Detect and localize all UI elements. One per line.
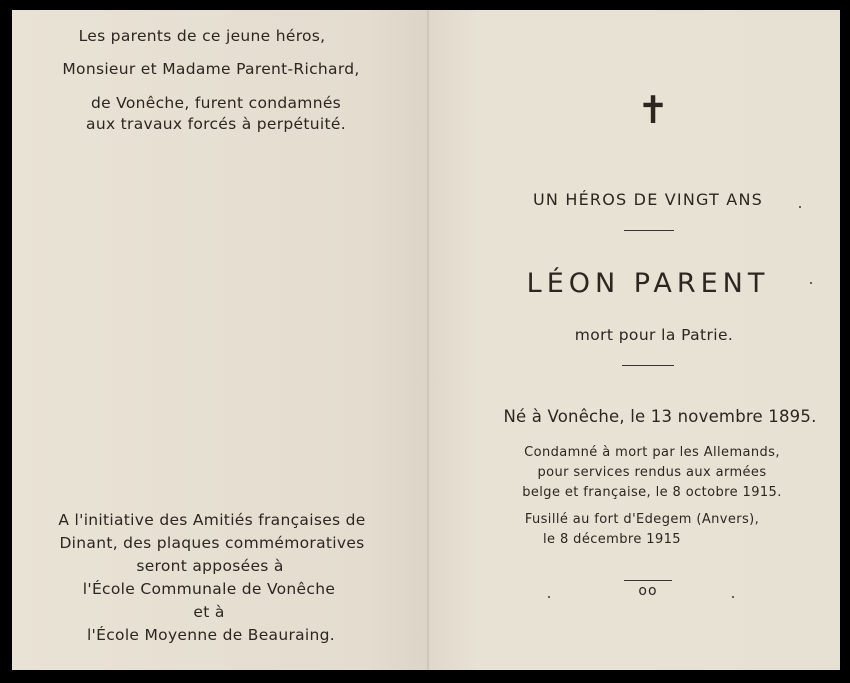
parents-line-4: aux travaux forcés à perpétuité. [86, 115, 346, 133]
decorative-dot [548, 596, 550, 598]
memorial-card [12, 10, 840, 670]
initiative-line-2: Dinant, des plaques commémoratives [59, 534, 365, 552]
initiative-line-1: A l'initiative des Amitiés françaises de [58, 511, 366, 529]
cross-icon: ✝ [637, 88, 669, 132]
divider-rule [622, 365, 674, 366]
birth-line: Né à Vonêche, le 13 novembre 1895. [503, 407, 817, 426]
hero-name: LÉON PARENT [526, 268, 770, 299]
divider-rule [624, 230, 674, 231]
executed-line-2: le 8 décembre 1915 [543, 532, 681, 547]
initiative-line-5: et à [193, 603, 225, 621]
initiative-line-3: seront apposées à [136, 557, 284, 575]
decorative-dot [732, 596, 734, 598]
executed-line-1: Fusillé au fort d'Edegem (Anvers), [524, 512, 760, 527]
condemned-line-1: Condamné à mort par les Allemands, [524, 445, 780, 460]
heading: UN HÉROS DE VINGT ANS [533, 190, 763, 209]
divider-rule [624, 580, 672, 581]
condemned-line-3: belge et française, le 8 octobre 1915. [522, 485, 782, 500]
parents-line-3: de Vonêche, furent condamnés [90, 94, 342, 112]
subtitle: mort pour la Patrie. [574, 326, 734, 344]
card-fold [427, 10, 429, 670]
ornament: oo [638, 583, 658, 599]
decorative-dot [799, 206, 801, 208]
initiative-line-6: l'École Moyenne de Beauraing. [86, 626, 336, 644]
condemned-line-2: pour services rendus aux armées [537, 465, 767, 480]
parents-line-1: Les parents de ce jeune héros, [78, 27, 326, 45]
decorative-dot [810, 282, 812, 284]
parents-line-2: Monsieur et Madame Parent-Richard, [62, 60, 360, 78]
initiative-line-4: l'École Communale de Vonêche [82, 580, 336, 598]
